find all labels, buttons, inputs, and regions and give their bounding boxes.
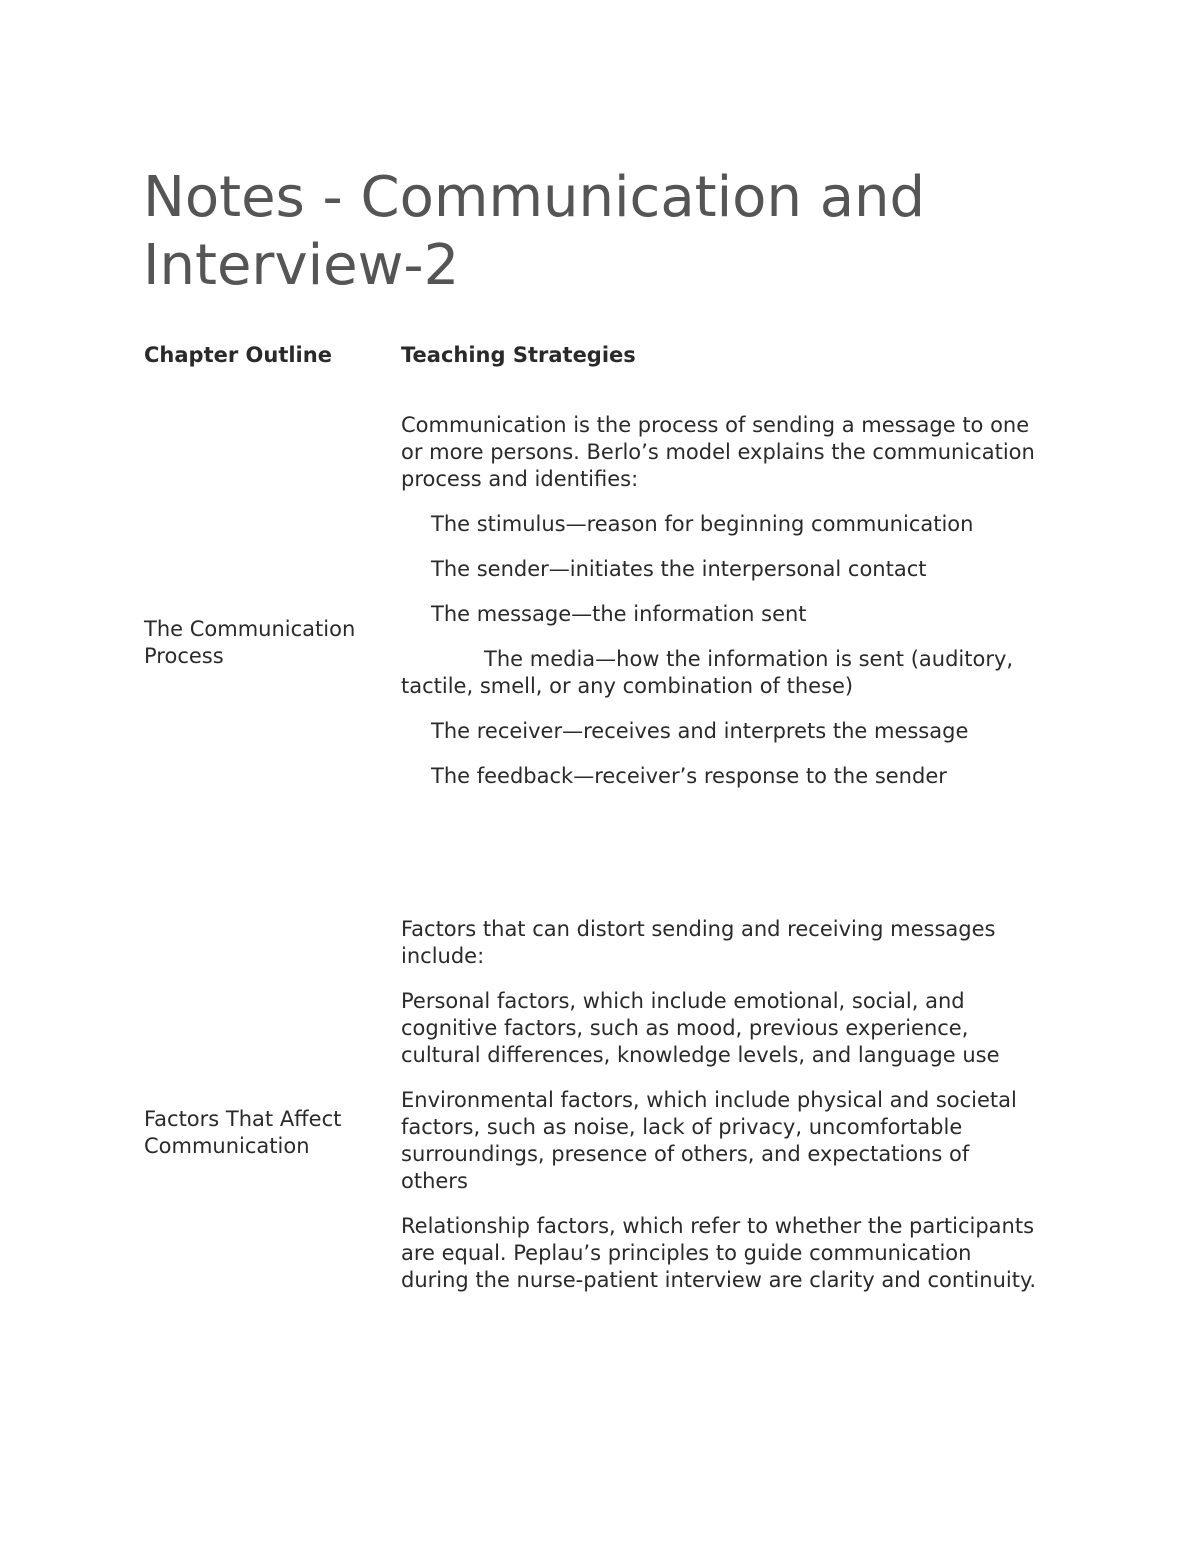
list-item-part: tactile, smell, or any combination of these) [401, 674, 854, 698]
list-item: The message—the information sent [431, 602, 807, 626]
list-item: The receiver—receives and interprets the message [431, 719, 969, 743]
section-content-communication-process [401, 412, 1041, 808]
column-header-chapter-outline: Chapter Outline [144, 343, 332, 367]
list-item-part: The media—how the information is sent (auditory, [484, 647, 1014, 671]
section-label-factors-affect-communication: Factors That Affect Communication [144, 1107, 342, 1158]
list-item [401, 646, 1041, 700]
section-intro: Factors that can distort sending and receiving messages include: [401, 917, 996, 968]
paragraph: Personal factors, which include emotional, social, and cognitive factors, such as mood, previous experience, cultural differences, knowledge levels, and language use [401, 989, 1000, 1067]
list-item: The feedback—receiver’s response to the sender [431, 764, 947, 788]
section-content-factors [401, 916, 1041, 1312]
paragraph: Environmental factors, which include physical and societal factors, such as noise, lack of privacy, uncomfortable surroundings, presence of others, and expectations of others [401, 1088, 1017, 1193]
section-intro: Communication is the process of sending a message to one or more persons. Berlo’s model explains the communication process and identifies: [401, 413, 1035, 491]
column-header-teaching-strategies: Teaching Strategies [401, 343, 636, 367]
section-label-communication-process: The Communication Process [144, 617, 356, 668]
paragraph: Relationship factors, which refer to whether the participants are equal. Peplau’s principles to guide communication during the nurse-patient interview are clarity and continuity. [401, 1214, 1037, 1292]
list-item: The sender—initiates the interpersonal contact [431, 557, 927, 581]
page-title: Notes - Communication and Interview-2 [143, 165, 926, 298]
list-item: The stimulus—reason for beginning communication [431, 512, 974, 536]
